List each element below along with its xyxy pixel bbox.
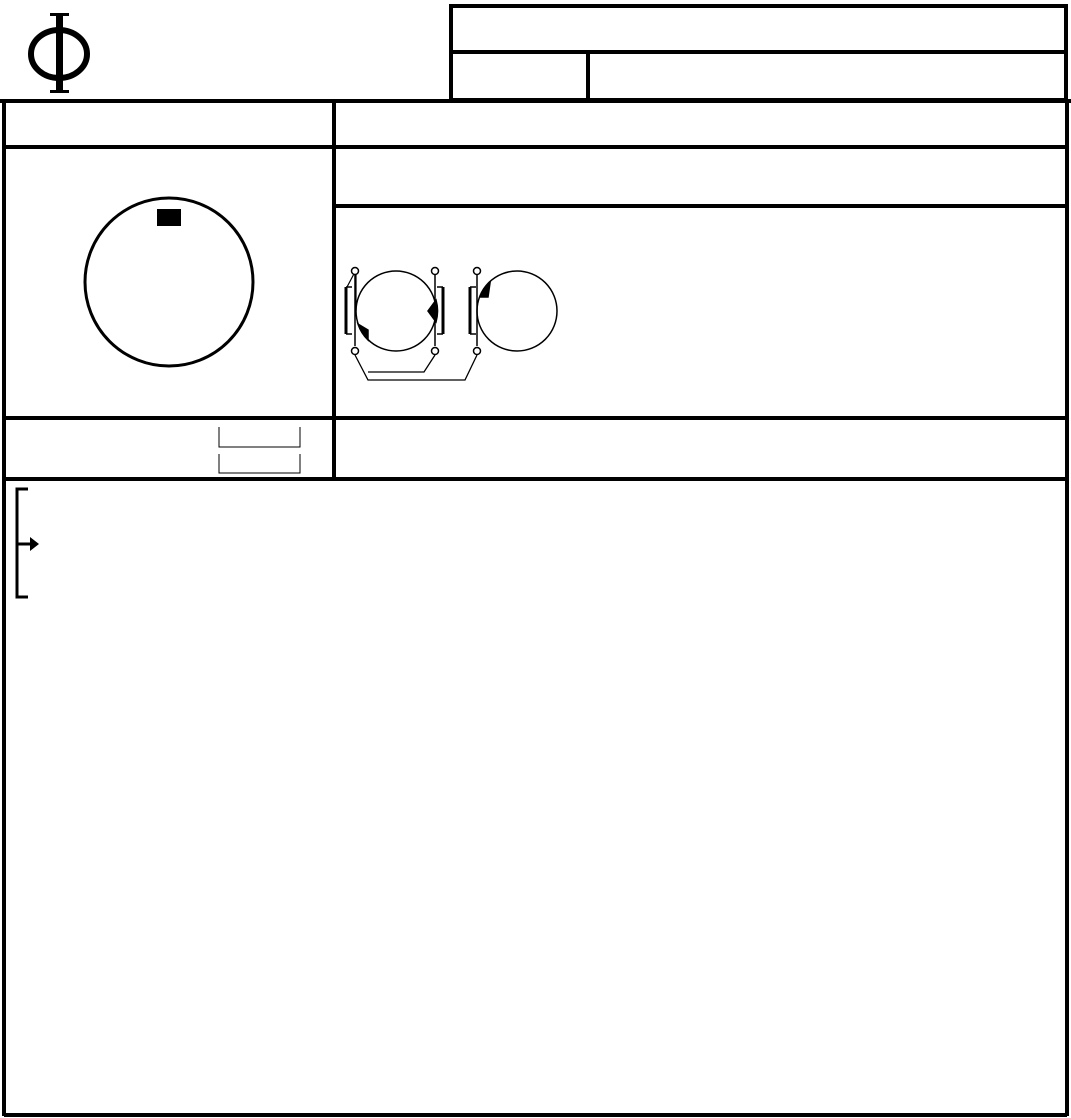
logo-phi-stem — [56, 14, 63, 92]
face-plate-dial — [85, 198, 253, 366]
arrow-right-icon — [17, 537, 39, 551]
active-position-marker — [157, 209, 181, 226]
contact-schematic — [346, 268, 557, 381]
switching-angle-block — [219, 427, 300, 473]
contact-element-2 — [470, 268, 557, 355]
contact-element-1 — [346, 268, 443, 355]
company-logo — [31, 13, 87, 93]
